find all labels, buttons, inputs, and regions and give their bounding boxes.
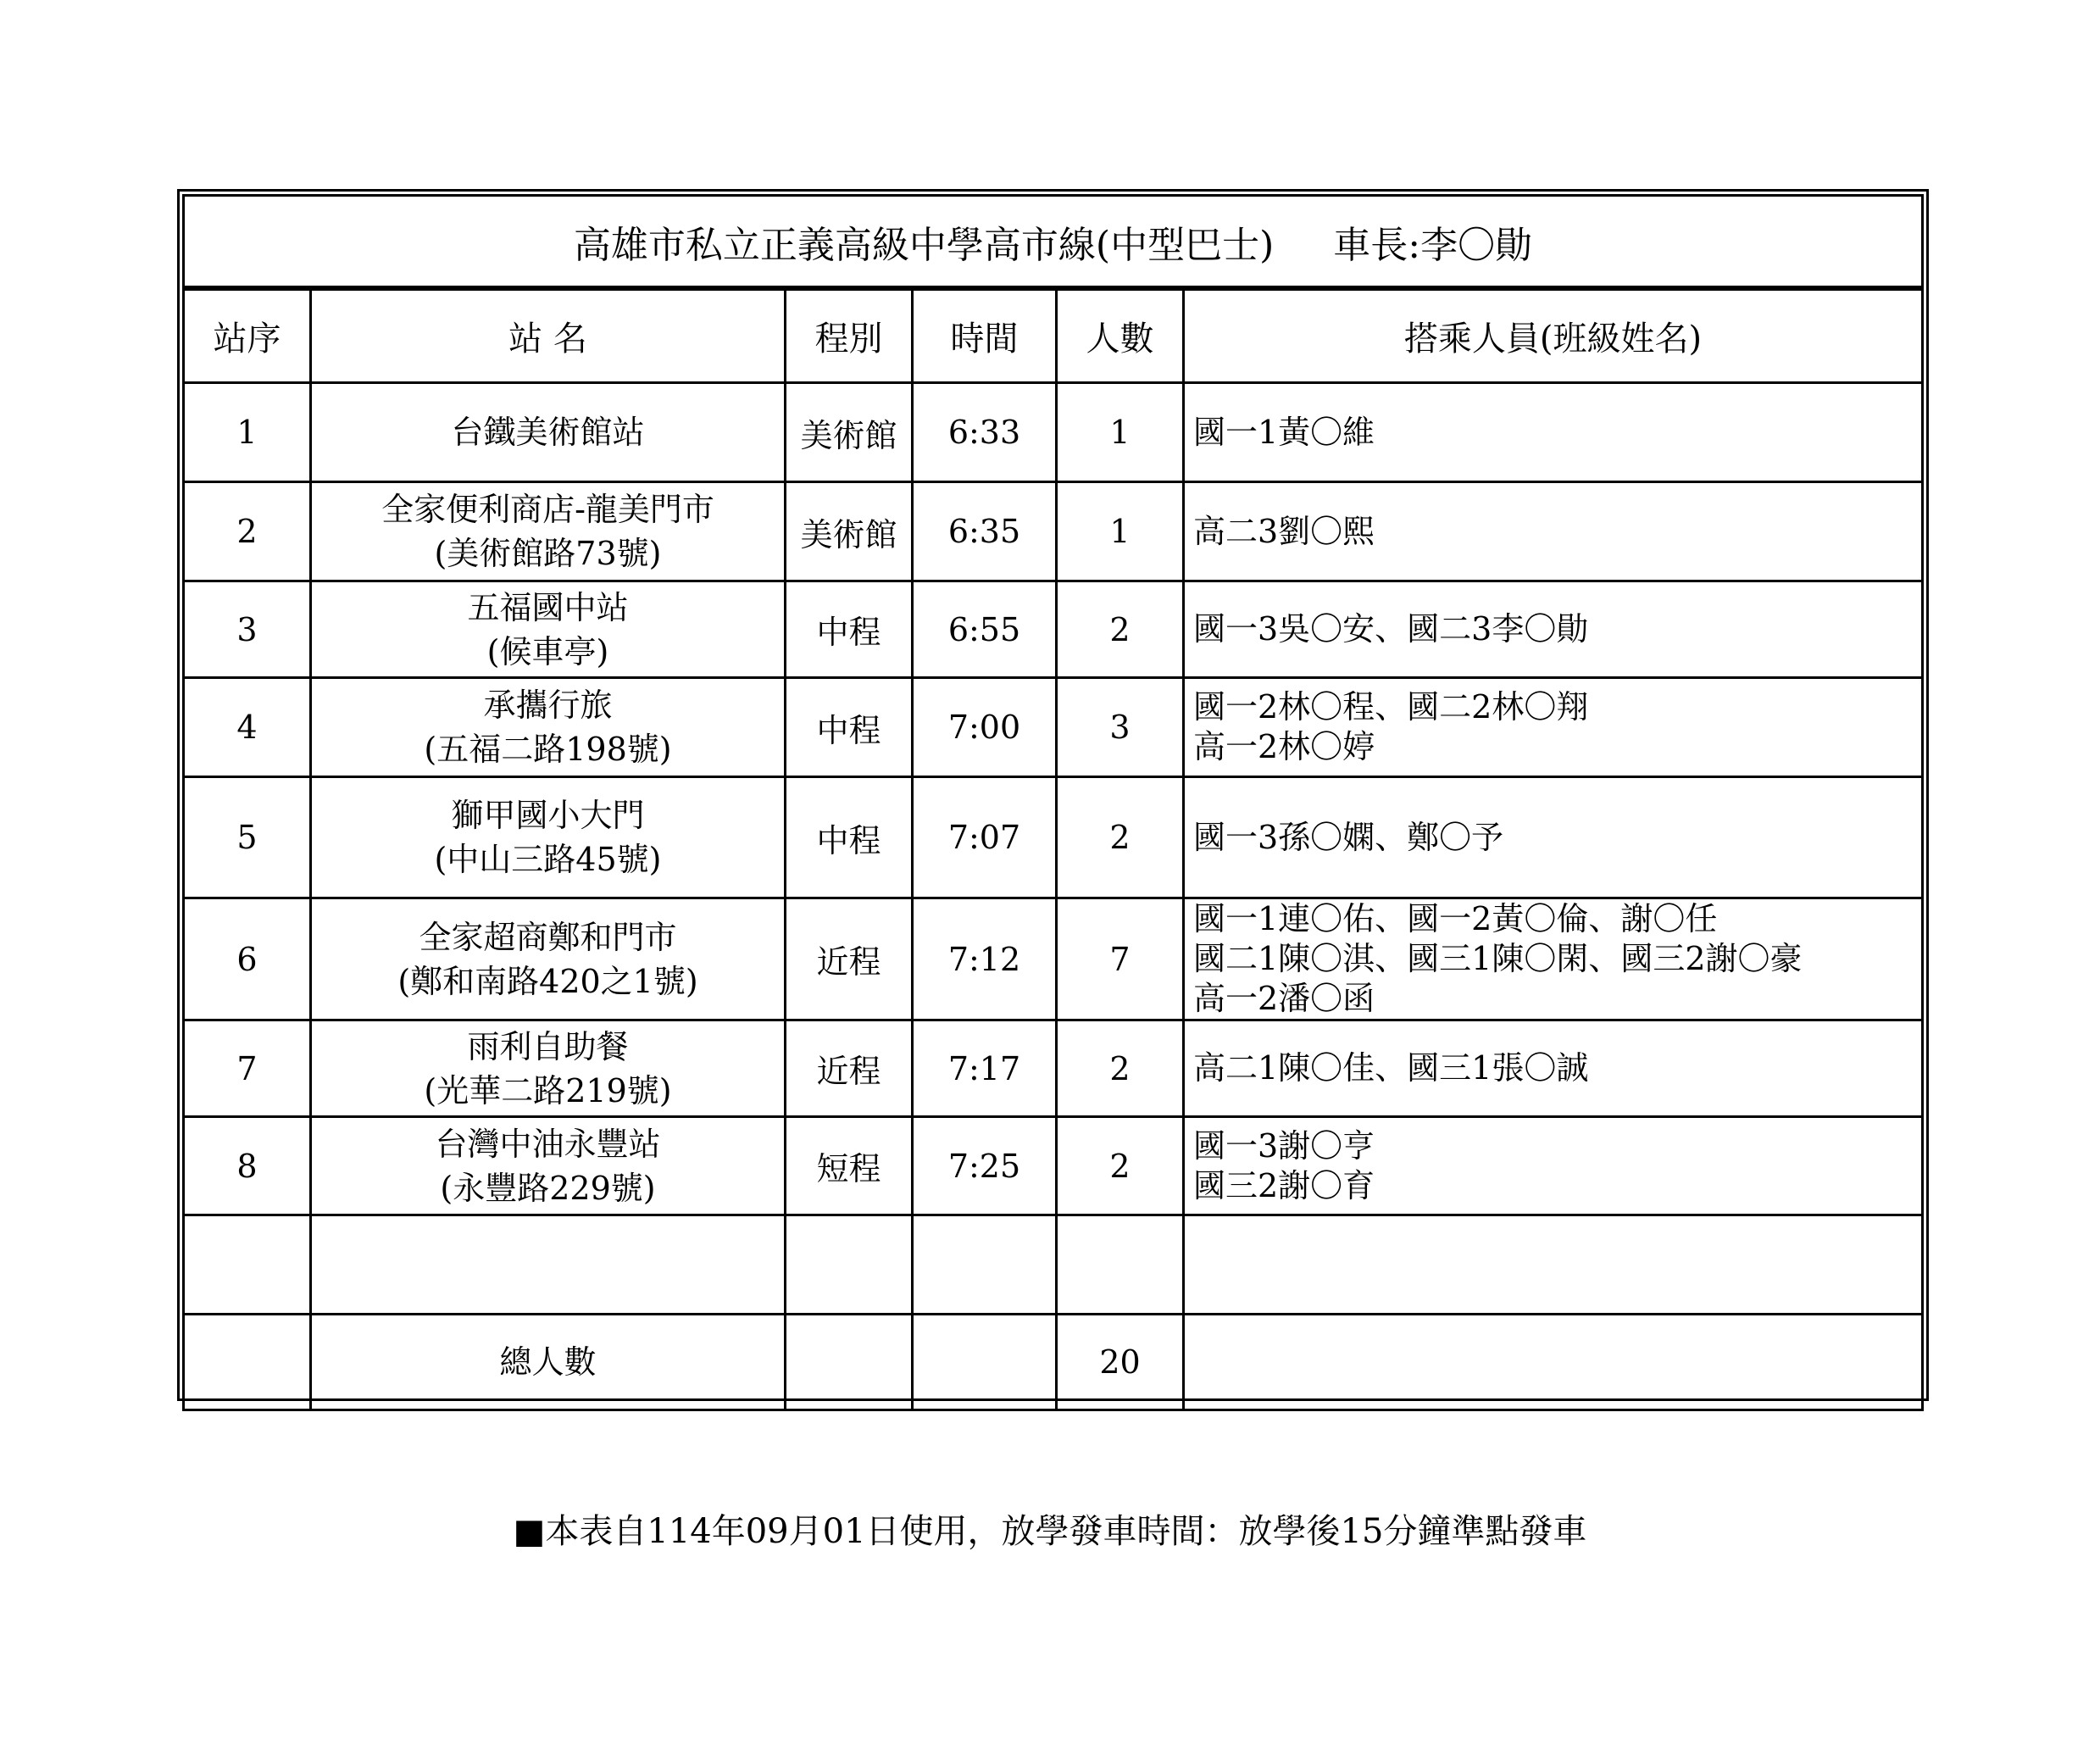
rider-line: 國二1陳〇淇、國三1陳〇閑、國三2謝〇豪: [1193, 940, 1803, 977]
stop-time: 7:07: [913, 777, 1057, 898]
stop-row: [184, 581, 1923, 678]
stop-riders: [1184, 678, 1923, 777]
stop-time: 7:00: [913, 678, 1057, 777]
rider-line: 高一2潘〇函: [1193, 980, 1375, 1017]
stop-row: [184, 898, 1923, 1020]
empty-cell: [1184, 1315, 1923, 1410]
stop-count: 1: [1057, 383, 1184, 482]
stop-name: [311, 1020, 786, 1117]
captain-name: 車長:李〇勛: [1333, 223, 1533, 267]
header-zone: 程別: [786, 288, 913, 383]
stop-name: [311, 1117, 786, 1215]
stop-count: 2: [1057, 777, 1184, 898]
stop-name-line: 台鐵美術館站: [451, 414, 645, 451]
stop-time: 7:25: [913, 1117, 1057, 1215]
empty-cell: [786, 1315, 913, 1410]
stop-riders: [1184, 898, 1923, 1020]
stop-zone: 中程: [786, 678, 913, 777]
total-label: 總人數: [311, 1315, 786, 1410]
stop-riders: [1184, 581, 1923, 678]
stop-row: [184, 777, 1923, 898]
stop-zone: 短程: [786, 1117, 913, 1215]
stop-name-line: 台灣中油永豐站: [435, 1125, 661, 1163]
schedule-frame: [177, 189, 1929, 1401]
empty-cell: [184, 1315, 311, 1410]
stop-count: 2: [1057, 1117, 1184, 1215]
bus-schedule-table: [182, 194, 1924, 1411]
stop-time: 6:55: [913, 581, 1057, 678]
stop-zone: 近程: [786, 898, 913, 1020]
empty-cell: [184, 1215, 311, 1315]
stop-row: [184, 1117, 1923, 1215]
stop-time: 7:12: [913, 898, 1057, 1020]
stop-name: [311, 383, 786, 482]
stop-row: [184, 678, 1923, 777]
stop-zone: 中程: [786, 777, 913, 898]
title-row: [184, 196, 1923, 289]
stop-zone: 美術館: [786, 383, 913, 482]
stop-name: [311, 581, 786, 678]
stop-riders: [1184, 1117, 1923, 1215]
rider-line: 國一2林〇程、國二2林〇翔: [1193, 688, 1589, 726]
stop-riders: [1184, 777, 1923, 898]
stop-riders: [1184, 1020, 1923, 1117]
stop-seq: 7: [184, 1020, 311, 1117]
stop-count: 2: [1057, 1020, 1184, 1117]
empty-cell: [913, 1215, 1057, 1315]
stop-seq: 8: [184, 1117, 311, 1215]
rider-line: 高二3劉〇熙: [1193, 512, 1375, 550]
stop-zone: 近程: [786, 1020, 913, 1117]
stop-count: 2: [1057, 581, 1184, 678]
stop-name: [311, 898, 786, 1020]
stop-seq: 3: [184, 581, 311, 678]
header-row: [184, 288, 1923, 383]
empty-cell: [311, 1215, 786, 1315]
stop-seq: 6: [184, 898, 311, 1020]
stop-name: [311, 777, 786, 898]
stop-address-line: (候車亭): [486, 632, 609, 670]
stop-name: [311, 678, 786, 777]
stop-address-line: (光華二路219號): [424, 1071, 672, 1109]
page-title: [184, 196, 1923, 289]
rider-line: 國一1黃〇維: [1193, 413, 1375, 451]
stop-riders: [1184, 383, 1923, 482]
stop-row: [184, 1020, 1923, 1117]
stop-address-line: (永豐路229號): [440, 1169, 656, 1207]
stop-row: [184, 383, 1923, 482]
empty-row: [184, 1215, 1923, 1315]
stop-name-line: 雨利自助餐: [467, 1027, 629, 1065]
stop-name-line: 承攜行旅: [483, 687, 613, 724]
stop-count: 1: [1057, 482, 1184, 581]
stop-name-line: 五福國中站: [467, 588, 629, 626]
empty-cell: [1057, 1215, 1184, 1315]
header-riders: 搭乘人員(班級姓名): [1184, 288, 1923, 383]
total-row: [184, 1315, 1923, 1410]
stop-address-line: (鄭和南路420之1號): [397, 962, 698, 1000]
total-value: 20: [1057, 1315, 1184, 1410]
header-station: 站 名: [311, 288, 786, 383]
stop-name: [311, 482, 786, 581]
header-seq: 站序: [184, 288, 311, 383]
stop-zone: 美術館: [786, 482, 913, 581]
stop-address-line: (美術館路73號): [434, 535, 662, 572]
stop-seq: 5: [184, 777, 311, 898]
rider-line: 國一1連〇佑、國一2黃〇倫、謝〇任: [1193, 900, 1718, 937]
rider-line: 國一3謝〇亨: [1193, 1126, 1375, 1165]
stop-time: 6:35: [913, 482, 1057, 581]
stop-time: 6:33: [913, 383, 1057, 482]
rider-line: 國一3吳〇安、國二3李〇勛: [1193, 610, 1589, 648]
stop-seq: 1: [184, 383, 311, 482]
footer-note: ■本表自114年09月01日使用，放學發車時間：放學後15分鐘準點發車: [513, 1512, 1587, 1551]
header-count: 人數: [1057, 288, 1184, 383]
stop-zone: 中程: [786, 581, 913, 678]
stop-name-line: 獅甲國小大門: [451, 797, 645, 834]
stop-name-line: 全家超商鄭和門市: [419, 918, 677, 956]
stop-address-line: (五福二路198號): [424, 731, 672, 768]
empty-cell: [786, 1215, 913, 1315]
stop-seq: 2: [184, 482, 311, 581]
empty-cell: [1184, 1215, 1923, 1315]
rider-line: 國三2謝〇育: [1193, 1166, 1375, 1204]
stop-address-line: (中山三路45號): [434, 841, 662, 878]
rider-line: 國一3孫〇嫻、鄭〇予: [1193, 818, 1504, 856]
stop-row: [184, 482, 1923, 581]
rider-line: 高二1陳〇佳、國三1張〇誠: [1193, 1049, 1589, 1087]
stop-time: 7:17: [913, 1020, 1057, 1117]
stop-count: 3: [1057, 678, 1184, 777]
stop-riders: [1184, 482, 1923, 581]
stop-count: 7: [1057, 898, 1184, 1020]
empty-cell: [913, 1315, 1057, 1410]
stop-seq: 4: [184, 678, 311, 777]
rider-line: 高一2林〇婷: [1193, 728, 1375, 765]
stop-name-line: 全家便利商店-龍美門市: [381, 491, 714, 528]
header-time: 時間: [913, 288, 1057, 383]
route-title: 高雄市私立正義高級中學高市線(中型巴士): [573, 223, 1275, 267]
